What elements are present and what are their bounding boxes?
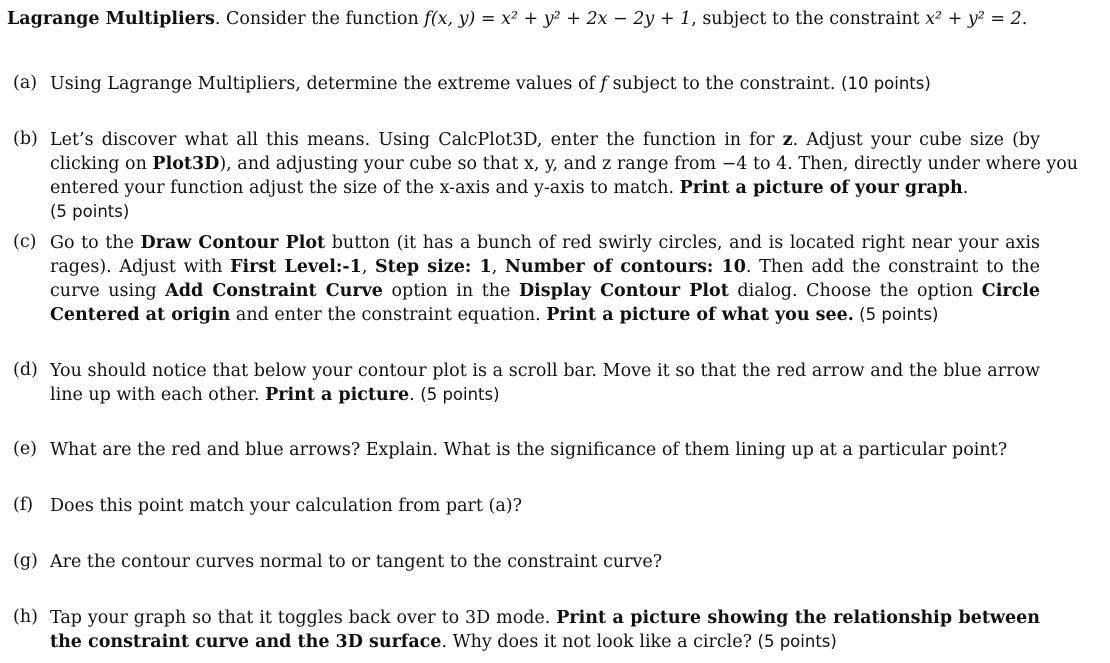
part-b-line2-pre: clicking on	[50, 154, 153, 174]
constraint-equation: x² + y² = 2	[925, 9, 1022, 29]
part-c-centered-origin: Centered at origin	[50, 305, 231, 325]
intro-text-1: . Consider the function	[214, 9, 425, 29]
part-b-text	[50, 128, 1079, 224]
part-h-label: (h)	[13, 607, 38, 627]
part-c-label: (c)	[13, 232, 37, 252]
part-e-text	[50, 438, 1040, 462]
part-c-text	[50, 231, 1040, 327]
part-h-text	[50, 606, 1040, 654]
intro-text-3: .	[1021, 9, 1028, 29]
intro-text-2: , subject to the constraint	[691, 9, 926, 29]
part-b-plot3d: Plot3D	[152, 154, 220, 174]
part-f-label: (f)	[13, 495, 34, 515]
part-d-line2-pre: line up with each other.	[50, 385, 266, 405]
part-a-f: f	[600, 74, 608, 94]
part-c-line1-pre: Go to the	[50, 233, 141, 253]
part-f-line: Does this point match your calculation from part (a)?	[50, 496, 522, 516]
part-b-z: z	[782, 130, 793, 150]
part-c-line3-mid: option in the	[382, 281, 519, 301]
part-c-sep-1: ,	[361, 257, 376, 277]
part-a-text-1: Using Lagrange Multipliers, determine the extreme values of	[50, 74, 601, 94]
part-h-line2-post: . Why does it not look like a circle?	[441, 632, 758, 652]
part-b-line3-post: .	[962, 178, 969, 198]
part-b-print-graph: Print a picture of your graph	[679, 178, 963, 198]
part-c-points: (5 points)	[853, 305, 939, 324]
part-c-line3-mid2: dialog. Choose the option	[728, 281, 982, 301]
part-d-text	[50, 359, 1040, 407]
problem-title: Lagrange Multipliers	[7, 9, 215, 29]
part-c-circle: Circle	[981, 281, 1041, 301]
part-c-num-contours: Number of contours: 10	[504, 257, 746, 277]
part-c-line4-mid: and enter the constraint equation.	[230, 305, 547, 325]
part-b-line1-post: . Adjust your cube size (by	[792, 130, 1040, 150]
part-h-constraint-surface: the constraint curve and the 3D surface	[50, 632, 442, 652]
part-c-line3-pre: curve using	[50, 281, 166, 301]
part-d-points: (5 points)	[420, 385, 500, 404]
part-f-text	[50, 494, 1040, 518]
part-c-line2-pre: rages). Adjust with	[50, 257, 231, 277]
part-d-print: Print a picture	[265, 385, 410, 405]
part-c-line1-post: button (it has a bunch of red swirly circles, and is located right near your axis	[325, 233, 1040, 253]
part-c-sep-2: ,	[491, 257, 505, 277]
part-c-first-level: First Level:-1	[230, 257, 362, 277]
part-b-label: (b)	[13, 129, 38, 149]
part-c-add-constraint: Add Constraint Curve	[165, 281, 383, 301]
part-e-label: (e)	[13, 439, 38, 459]
part-g-line: Are the contour curves normal to or tangent to the constraint curve?	[50, 552, 663, 572]
part-c-display-contour: Display Contour Plot	[518, 281, 729, 301]
part-h-line1-pre: Tap your graph so that it toggles back over to 3D mode.	[50, 608, 557, 628]
part-c-print-see: Print a picture of what you see.	[546, 305, 854, 325]
part-d-line2-post: .	[409, 385, 421, 405]
part-h-points: (5 points)	[757, 632, 837, 651]
function-definition: f(x, y) = x² + y² + 2x − 2y + 1	[424, 9, 692, 29]
problem-intro	[7, 8, 1027, 30]
part-c-draw-contour: Draw Contour Plot	[140, 233, 326, 253]
part-d-label: (d)	[13, 360, 38, 380]
part-c-step-size: Step size: 1	[375, 257, 492, 277]
part-b-line3-pre: entered your function adjust the size of the x-axis and y-axis to match.	[50, 178, 680, 198]
part-b-points: (5 points)	[50, 202, 130, 221]
part-g-label: (g)	[13, 551, 38, 571]
part-e-line: What are the red and blue arrows? Explain. What is the significance of them lining up at a particular point?	[50, 440, 1008, 460]
part-a-text	[50, 72, 1040, 96]
part-a-text-2: subject to the constraint.	[607, 74, 842, 94]
part-a-label: (a)	[13, 73, 38, 93]
part-d-line1: You should notice that below your contour plot is a scroll bar. Move it so that the red arrow and the blue arrow	[50, 361, 1040, 381]
part-b-line2-post: ), and adjusting your cube so that x, y, and z range from −4 to 4. Then, directly under where you	[219, 154, 1079, 174]
part-a-points: (10 points)	[841, 74, 931, 93]
part-h-print-relationship: Print a picture showing the relationship between	[556, 608, 1040, 628]
part-g-text	[50, 550, 1040, 574]
part-b-line1-pre: Let’s discover what all this means. Using CalcPlot3D, enter the function in for	[50, 130, 783, 150]
part-c-line2-post: . Then add the constraint to the	[745, 257, 1040, 277]
